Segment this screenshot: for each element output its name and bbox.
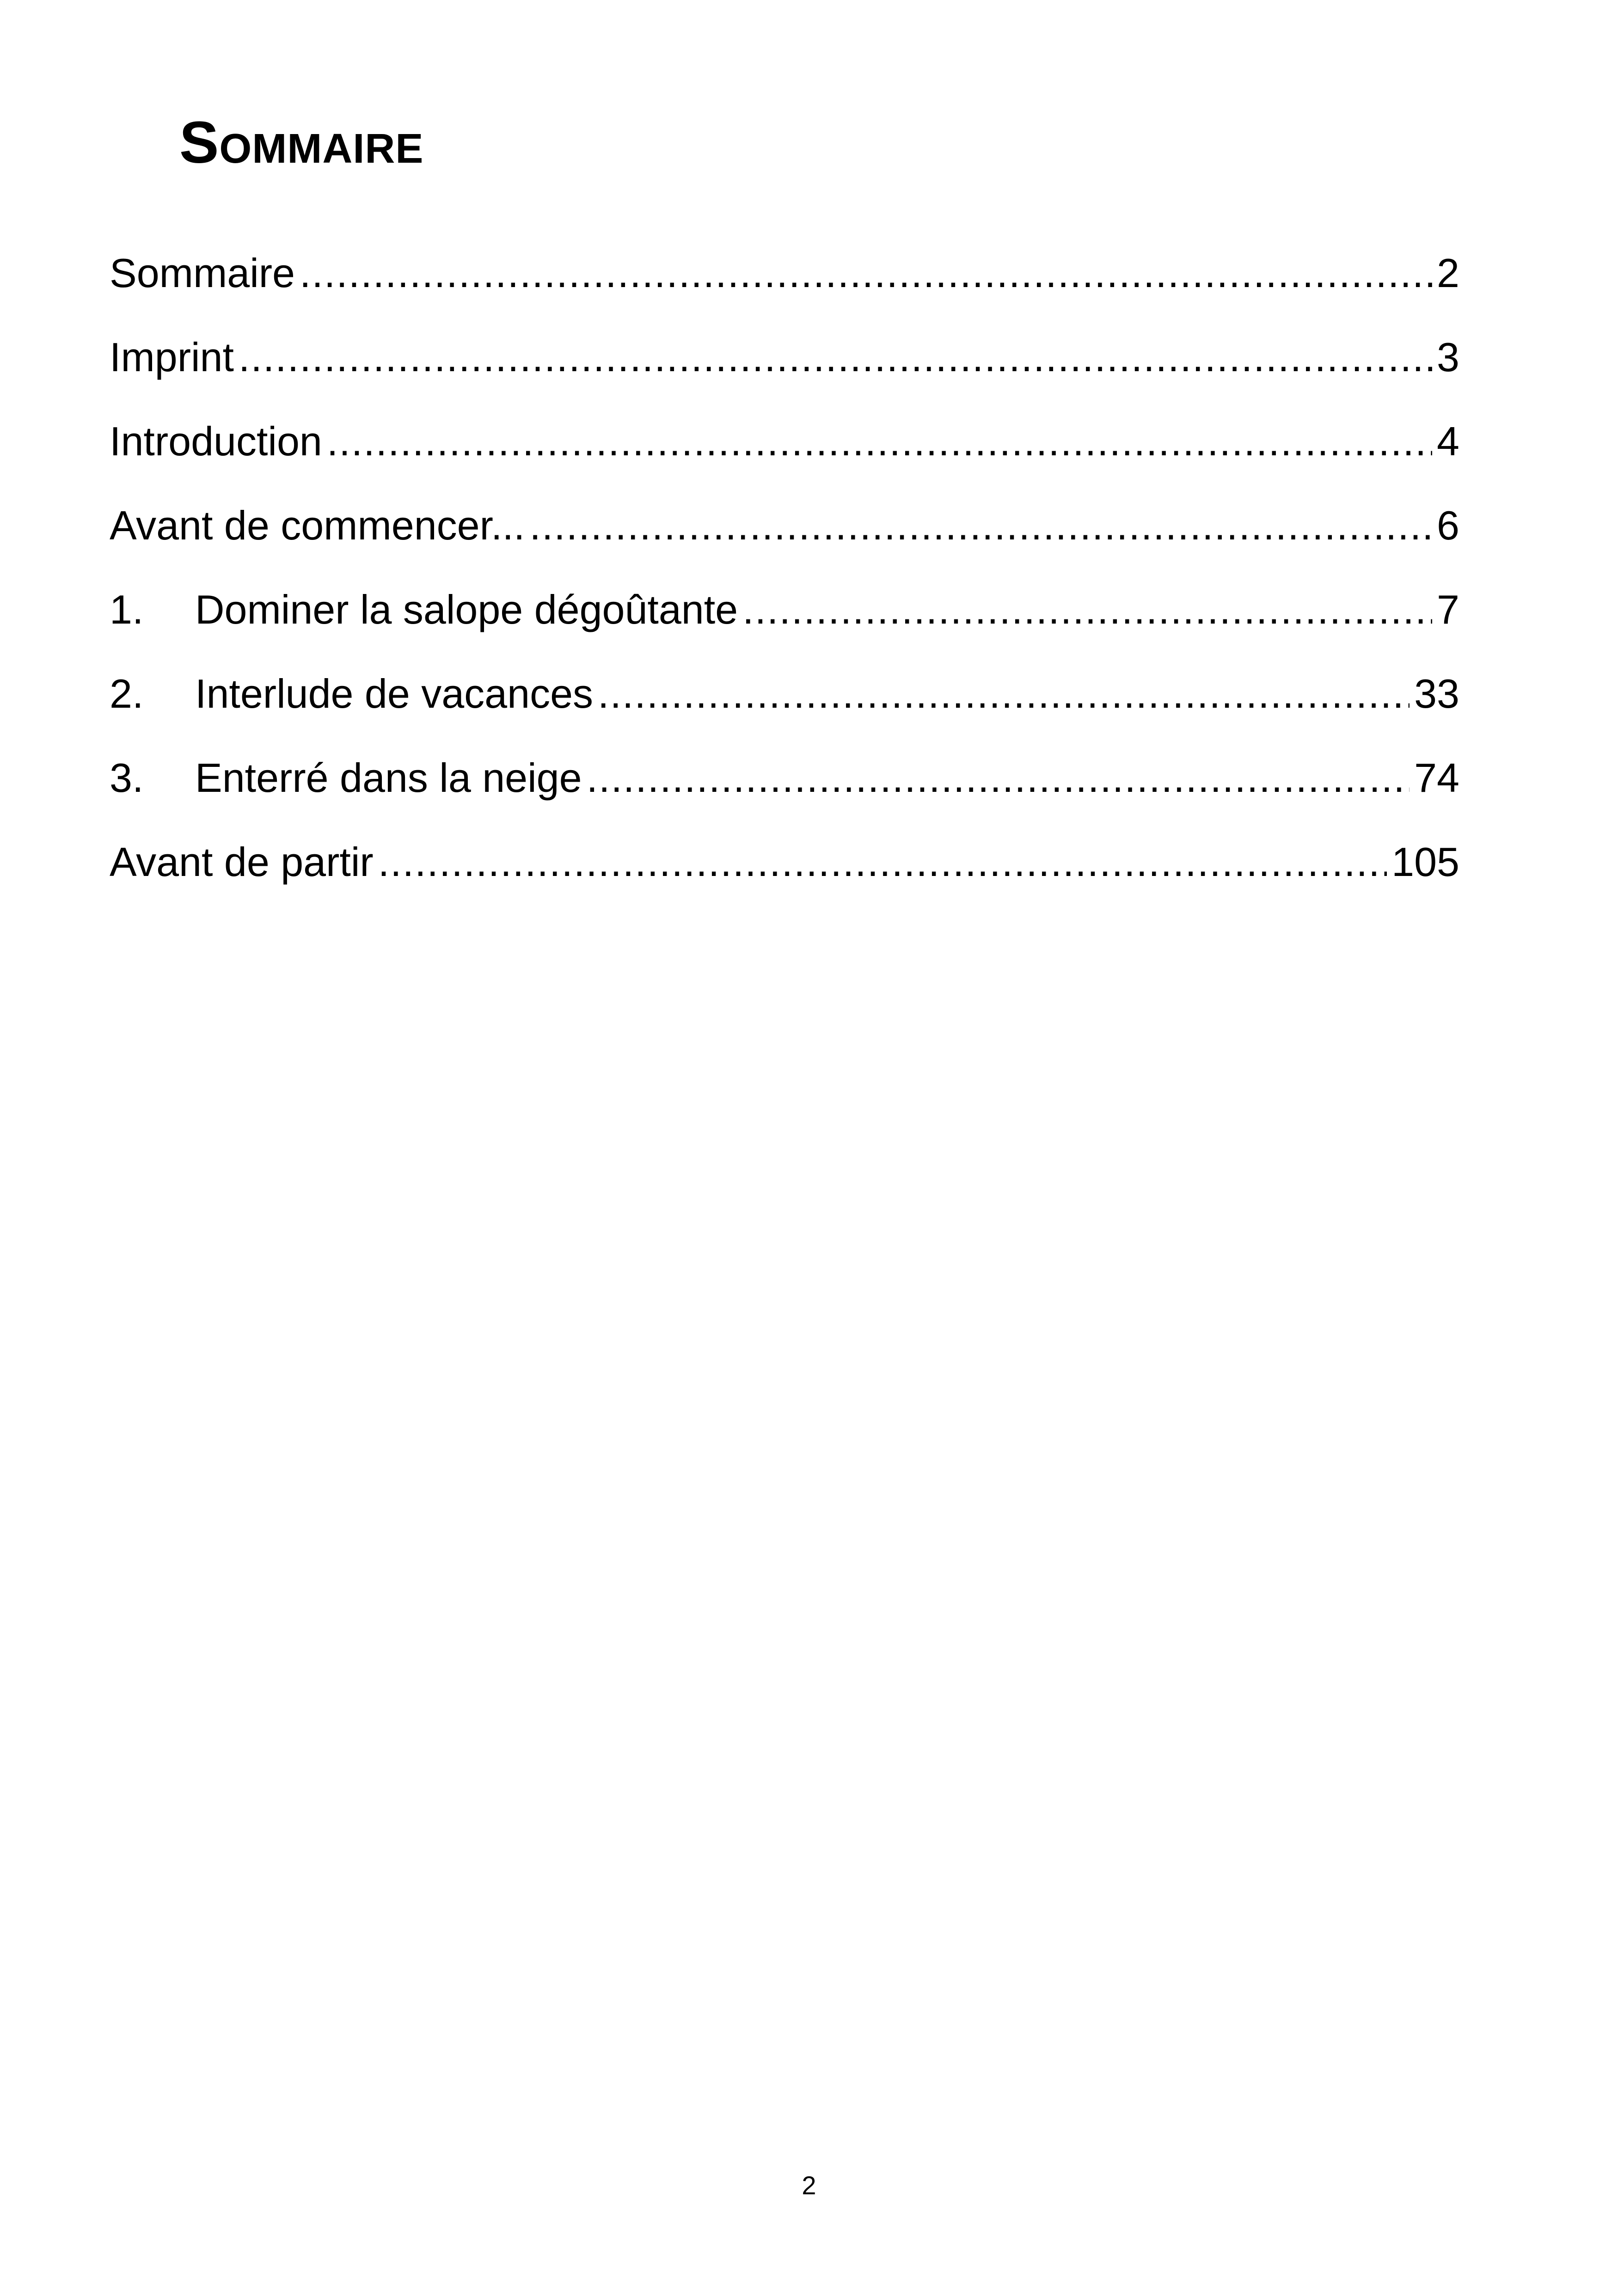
toc-entry-title: Dominer la salope dégoûtante: [195, 587, 738, 632]
dot-leader: [378, 820, 1387, 904]
toc-entry-title: Introduction: [110, 418, 322, 464]
toc-entry-page: 74: [1414, 755, 1459, 801]
toc-entry-page: 3: [1437, 334, 1459, 380]
toc-entry[interactable]: [110, 315, 1459, 399]
dot-leader: [327, 399, 1432, 484]
toc-entry[interactable]: [110, 399, 1459, 484]
toc-entry-page: 33: [1414, 671, 1459, 716]
toc-entry-number: 1.: [110, 587, 144, 632]
toc-entry[interactable]: [110, 484, 1459, 568]
toc-heading: Sommaire: [179, 110, 424, 176]
toc-entry-number: 2.: [110, 671, 144, 716]
toc-entry[interactable]: [110, 568, 1459, 652]
toc-entry-title: Avant de partir: [110, 839, 374, 885]
toc-entry-page: 4: [1437, 418, 1459, 464]
dot-leader: [529, 484, 1432, 568]
toc-entry-page: 105: [1391, 839, 1459, 885]
toc-entry-page: 2: [1437, 250, 1459, 296]
toc-entry-page: 7: [1437, 587, 1459, 632]
dot-leader: [742, 568, 1432, 652]
page-number: 2: [802, 2171, 816, 2200]
toc-entry-title: Imprint: [110, 334, 234, 380]
dot-leader: [587, 736, 1410, 820]
toc-entry-page: 6: [1437, 502, 1459, 548]
toc-entry-title: Sommaire: [110, 250, 295, 296]
table-of-contents: [110, 231, 1459, 904]
toc-entry-title: Avant de commencer...: [110, 502, 525, 548]
toc-entry[interactable]: [110, 652, 1459, 736]
toc-entry-title: Enterré dans la neige: [195, 755, 582, 801]
toc-entry-title: Interlude de vacances: [195, 671, 594, 716]
dot-leader: [300, 231, 1432, 315]
dot-leader: [239, 315, 1432, 399]
toc-entry[interactable]: [110, 820, 1459, 904]
dot-leader: [598, 652, 1410, 736]
toc-entry[interactable]: [110, 231, 1459, 315]
toc-entry[interactable]: [110, 736, 1459, 820]
toc-entry-number: 3.: [110, 755, 144, 801]
